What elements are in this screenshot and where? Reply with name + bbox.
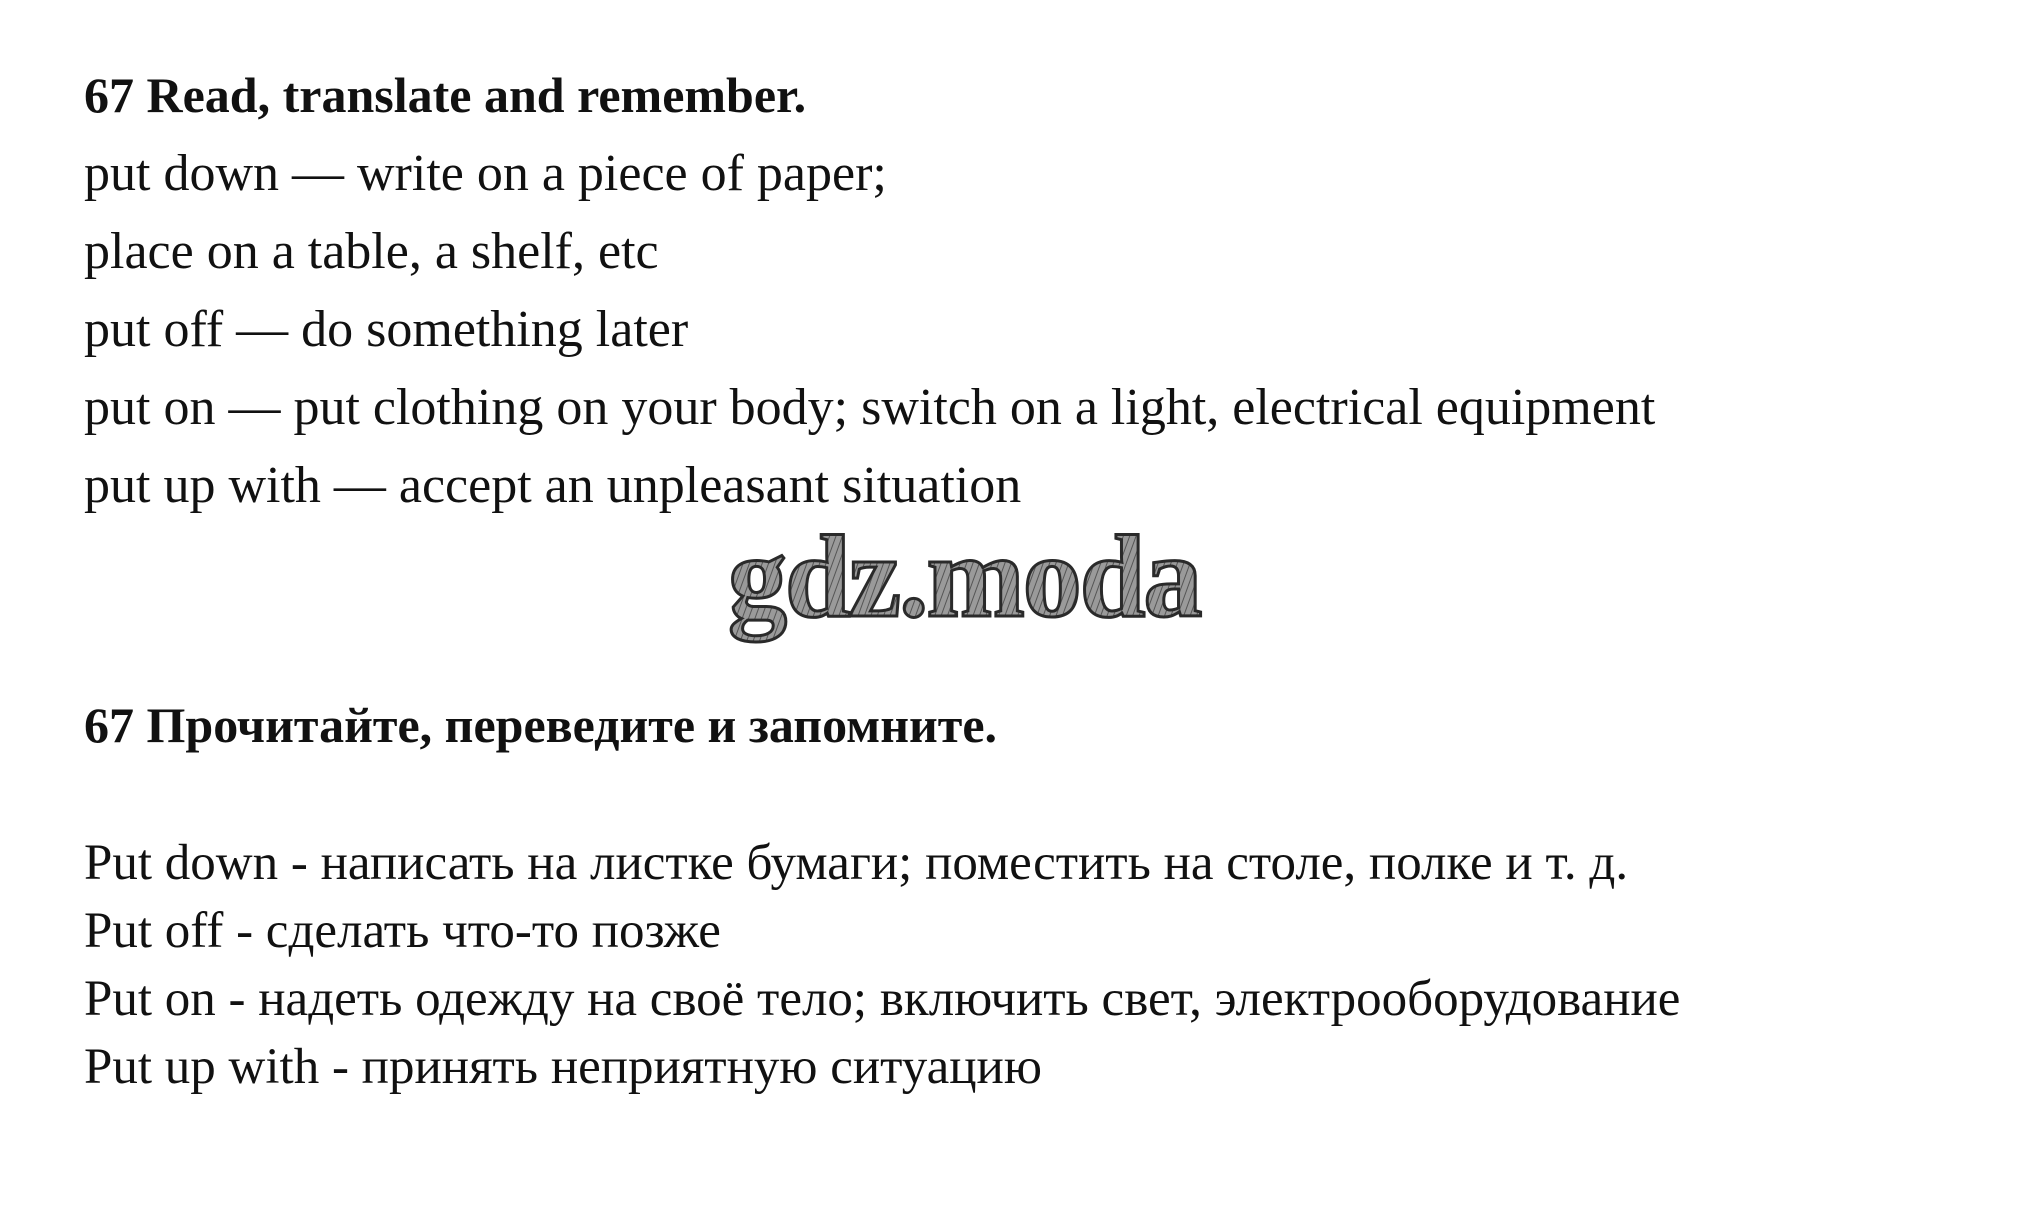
site-watermark-logo [720,520,1300,650]
exercise-heading-en: 67 Read, translate and remember. [84,67,807,123]
definition-line: put up with — accept an unpleasant situation [84,457,1022,514]
translation-line: Put up with - принять неприятную ситуацию [84,1039,1042,1095]
translation-line: Put off - сделать что-то позже [84,903,721,959]
exercise-heading-ru: 67 Прочитайте, переведите и запомните. [84,697,998,753]
definition-line: put down — write on a piece of paper; [84,145,887,202]
definition-line: place on a table, a shelf, etc [84,223,659,280]
translation-line: Put on - надеть одежду на своё тело; включить свет, электрооборудование [84,971,1681,1027]
definition-line: put off — do something later [84,301,689,358]
translation-line: Put down - написать на листке бумаги; поместить на столе, полке и т. д. [84,835,1629,891]
definition-line: put on — put clothing on your body; switch on a light, electrical equipment [84,379,1656,436]
watermark-text: gdz.moda [728,520,1201,642]
